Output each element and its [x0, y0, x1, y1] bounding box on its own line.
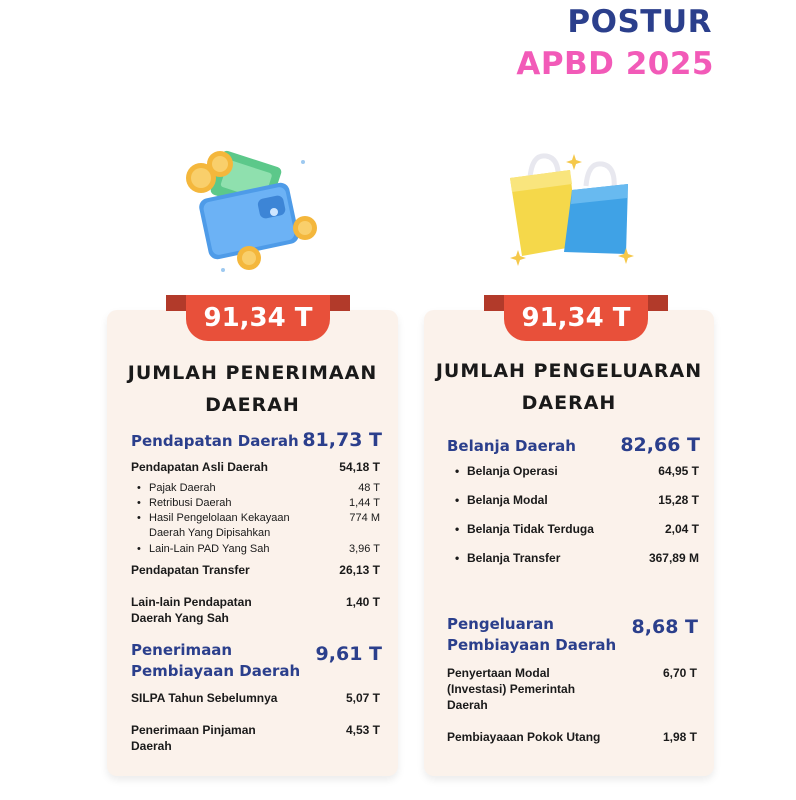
wallet-money-icon — [183, 150, 323, 275]
list-item-value: 2,04 T — [664, 522, 699, 536]
list-item-cont: Daerah Yang Dipisahkan — [149, 527, 271, 539]
penerimaan-total: 91,34 T — [186, 295, 330, 341]
penyertaan-value: 6,70 T — [662, 666, 697, 680]
list-item: • Belanja Operasi — [467, 464, 558, 478]
lain-value: 1,40 T — [345, 595, 380, 609]
pengeluaran-pembiayaan-value: 8,68 T — [631, 616, 698, 638]
list-item: • Retribusi Daerah — [149, 497, 232, 509]
pengeluaran-pembiayaan-label: Pengeluaran — [447, 615, 554, 633]
list-item-value: 1,44 T — [349, 497, 380, 509]
pengeluaran-pembiayaan-label-cont: Pembiayaan Daerah — [447, 636, 617, 654]
pinjaman-label: Penerimaan Pinjaman — [131, 723, 256, 737]
penerimaan-pembiayaan-label: Penerimaan — [131, 641, 233, 659]
list-item-value: 367,89 M — [648, 551, 699, 565]
penerimaan-heading-line1: JUMLAH PENERIMAAN — [127, 362, 378, 384]
penyertaan-label-cont: (Investasi) Pemerintah — [447, 682, 576, 696]
list-item-value: 15,28 T — [658, 493, 699, 507]
pengeluaran-heading-line2: DAERAH — [521, 392, 617, 414]
lain-label-cont: Daerah Yang Sah — [131, 611, 229, 625]
pengeluaran-total: 91,34 T — [504, 295, 648, 341]
list-item: • Belanja Transfer — [467, 551, 560, 565]
list-item: • Hasil Pengelolaan Kekayaan — [149, 512, 290, 524]
pad-value: 54,18 T — [339, 460, 380, 474]
pengeluaran-total-ribbon — [484, 295, 668, 341]
belanja-daerah-value: 82,66 T — [620, 434, 700, 456]
penyertaan-label: Penyertaan Modal — [447, 666, 550, 680]
penerimaan-heading-line2: DAERAH — [205, 394, 300, 416]
pendapatan-daerah-label: Pendapatan Daerah — [131, 432, 299, 450]
transfer-value: 26,13 T — [339, 563, 380, 577]
lain-label: Lain-lain Pendapatan — [131, 595, 252, 609]
list-item: • Belanja Modal — [467, 493, 548, 507]
pokok-utang-value: 1,98 T — [662, 730, 697, 744]
belanja-daerah-label: Belanja Daerah — [447, 437, 576, 455]
list-item: • Belanja Tidak Terduga — [467, 522, 594, 536]
pendapatan-daerah-value: 81,73 T — [302, 429, 382, 451]
pad-label: Pendapatan Asli Daerah — [131, 460, 268, 474]
pinjaman-value: 4,53 T — [345, 723, 380, 737]
penerimaan-total-ribbon — [166, 295, 350, 341]
list-item: • Lain-Lain PAD Yang Sah — [149, 543, 269, 555]
penerimaan-pembiayaan-label-cont: Pembiayaan Daerah — [131, 662, 301, 680]
penyertaan-label-cont2: Daerah — [447, 698, 488, 712]
list-item: • Pajak Daerah — [149, 482, 216, 494]
pokok-utang-label: Pembiayaaan Pokok Utang — [447, 730, 601, 744]
pinjaman-label-cont: Daerah — [131, 739, 172, 753]
silpa-label: SILPA Tahun Sebelumnya — [131, 691, 278, 705]
list-item-value: 3,96 T — [349, 543, 380, 555]
list-item-value: 64,95 T — [658, 464, 699, 478]
list-item-value: 774 M — [349, 512, 380, 524]
transfer-label: Pendapatan Transfer — [131, 563, 250, 577]
title-apbd: APBD 2025 — [516, 46, 714, 82]
pengeluaran-heading-line1: JUMLAH PENGELUARAN — [435, 360, 703, 382]
list-item-value: 48 T — [358, 482, 380, 494]
penerimaan-pembiayaan-value: 9,61 T — [315, 643, 382, 665]
silpa-value: 5,07 T — [345, 691, 380, 705]
title-postur: POSTUR — [567, 4, 712, 40]
shopping-bags-icon — [500, 148, 640, 266]
